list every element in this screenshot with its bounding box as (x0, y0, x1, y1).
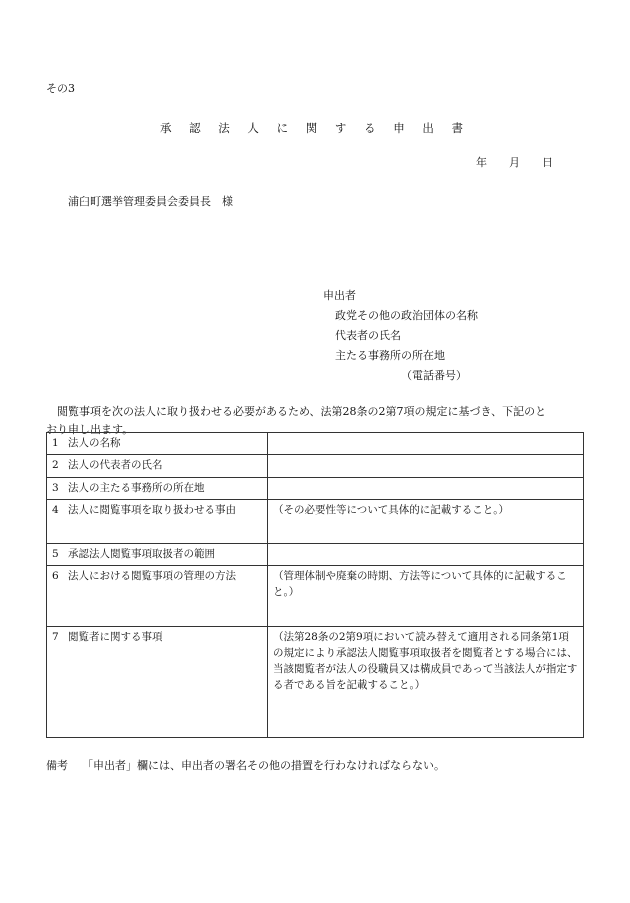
remarks-text: 「申出者」欄には、申出者の署名その他の措置を行わなければならない。 (82, 759, 445, 772)
row-value[interactable]: （その必要性等について具体的に記載すること。） (268, 500, 584, 544)
intro-line-1: 閲覧事項を次の法人に取り扱わせる必要があるため、法第28条の2第7項の規定に基づき、下記のと (57, 405, 547, 418)
row-label: 2 法人の代表者の氏名 (47, 455, 268, 478)
table-row (47, 478, 584, 500)
applicant-phone: （電話番号） (401, 369, 467, 382)
applicant-block (323, 286, 478, 386)
row-label: 3 法人の主たる事務所の所在地 (47, 478, 268, 500)
table-row (47, 433, 584, 455)
row-label: 5 承認法人閲覧事項取扱者の範囲 (47, 544, 268, 566)
row-label: 1 法人の名称 (47, 433, 268, 455)
table-row (47, 566, 584, 627)
form-number: その3 (46, 82, 75, 95)
table-row (47, 455, 584, 478)
date-day: 日 (542, 156, 553, 169)
document-title: 承 認 法 人 に 関 す る 申 出 書 (159, 121, 471, 135)
remarks-label: 備考 (46, 759, 68, 772)
applicant-label: 申出者 (323, 289, 356, 302)
row-value[interactable] (268, 455, 584, 478)
applicant-representative: 代表者の氏名 (335, 329, 401, 342)
row-label: 4 法人に閲覧事項を取り扱わせる事由 (47, 500, 268, 544)
date-month: 月 (509, 156, 520, 169)
date-year: 年 (476, 156, 487, 169)
intro-line-2: おり申し出ます。 (46, 423, 134, 436)
table-row (47, 544, 584, 566)
row-label: 6 法人における閲覧事項の管理の方法 (47, 566, 268, 627)
date-line (476, 154, 553, 170)
remarks (46, 757, 445, 773)
applicant-office: 主たる事務所の所在地 (335, 349, 445, 362)
row-value[interactable]: （法第28条の2第9項において読み替えて適用される同条第1項の規定により承認法人閲覧事項取扱者を閲覧者とする場合には、当該閲覧者が法人の役職員又は構成員であって当該法人が指定する者である旨を記載すること。） (268, 627, 584, 738)
application-table (46, 432, 584, 738)
row-label: 7 閲覧者に関する事項 (47, 627, 268, 738)
table-row (47, 627, 584, 738)
recipient: 浦臼町選挙管理委員会委員長 様 (68, 195, 233, 208)
row-value[interactable] (268, 544, 584, 566)
applicant-org-name: 政党その他の政治団体の名称 (335, 309, 478, 322)
row-value[interactable] (268, 478, 584, 500)
table-row (47, 500, 584, 544)
row-value[interactable] (268, 433, 584, 455)
row-value[interactable]: （管理体制や廃棄の時期、方法等について具体的に記載すること。） (268, 566, 584, 627)
